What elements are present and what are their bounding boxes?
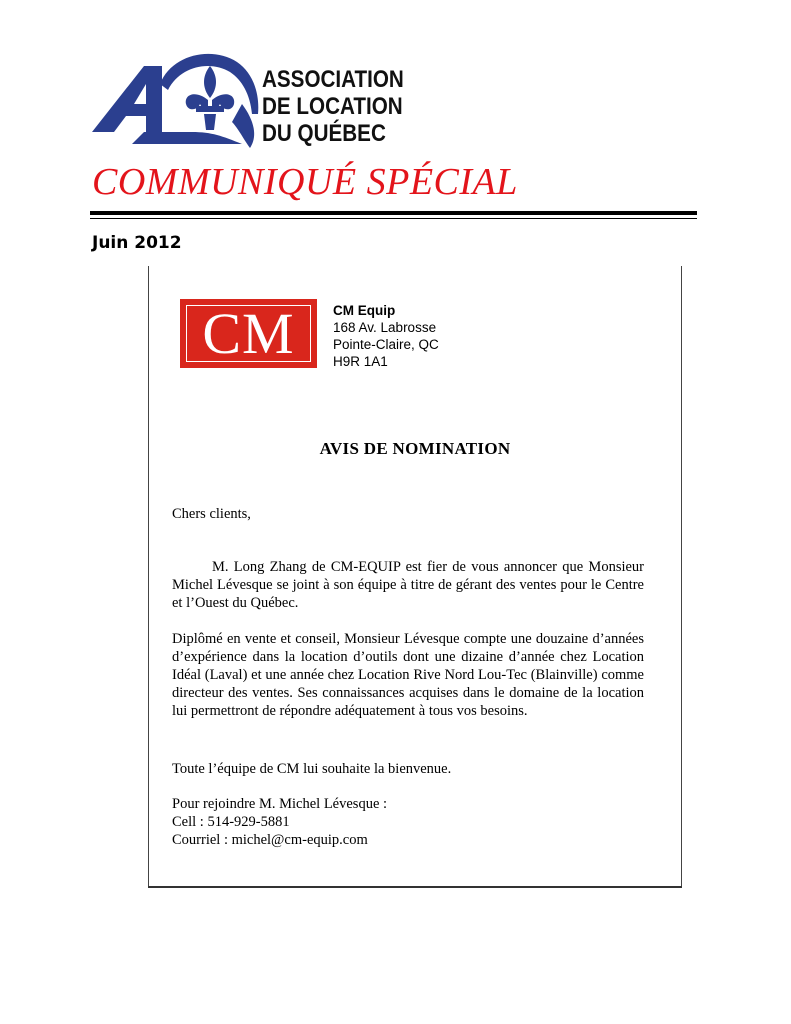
contact-intro: Pour rejoindre M. Michel Lévesque :: [172, 796, 388, 812]
association-name-line-2: DE LOCATION: [262, 93, 403, 120]
company-address: [333, 302, 439, 370]
letter-paragraph-1: [172, 558, 644, 612]
letter-frame-bottom: [148, 886, 682, 888]
association-name-line-3: DU QUÉBEC: [262, 120, 386, 147]
letter-greeting: [172, 505, 644, 523]
paragraph-2-text: Diplômé en vente et conseil, Monsieur Lévesque compte une douzaine d’années d’expérience dans la location d’outils dont une dizaine d’année chez Location Idéal (Laval) et une année chez Location Rive Nord Lou-Tec (Blainville) comme directeur des ventes. Ses connaissances acquises dans le domaine de la location lui permettront de répondre adéquatement à tous vos besoins.: [172, 631, 644, 719]
association-name: [262, 66, 404, 147]
publication-date: Juin 2012: [92, 233, 182, 253]
company-postal-code: H9R 1A1: [333, 354, 388, 369]
company-street: 168 Av. Labrosse: [333, 320, 437, 335]
header-rule-thick: [90, 211, 697, 215]
company-name: CM Equip: [333, 303, 396, 318]
welcome-text: Toute l’équipe de CM lui souhaite la bienvenue.: [172, 761, 452, 777]
letter-welcome: [172, 760, 644, 778]
letter-paragraph-2: [172, 630, 644, 720]
cm-logo: [180, 299, 317, 368]
cm-logo-text: CM: [186, 305, 311, 362]
contact-email: Courriel : michel@cm-equip.com: [172, 832, 368, 848]
contact-cell: Cell : 514-929-5881: [172, 814, 290, 830]
letter-frame-right: [681, 266, 682, 888]
paragraph-1-text: M. Long Zhang de CM-EQUIP est fier de vous annoncer que Monsieur Michel Lévesque se joint à son équipe à titre de gérant des ventes pour le Centre et l’Ouest du Québec.: [172, 559, 644, 611]
association-logo-emblem: [92, 44, 267, 149]
header-rule-thin: [90, 218, 697, 219]
letter-title: AVIS DE NOMINATION: [319, 439, 511, 458]
letter-contact: [172, 795, 644, 849]
greeting-text: Chers clients,: [172, 506, 251, 522]
company-city: Pointe-Claire, QC: [333, 337, 439, 352]
publication-title: COMMUNIQUÉ SPÉCIAL: [92, 161, 518, 203]
letter-frame-left: [148, 266, 149, 888]
association-name-line-1: ASSOCIATION: [262, 66, 404, 93]
